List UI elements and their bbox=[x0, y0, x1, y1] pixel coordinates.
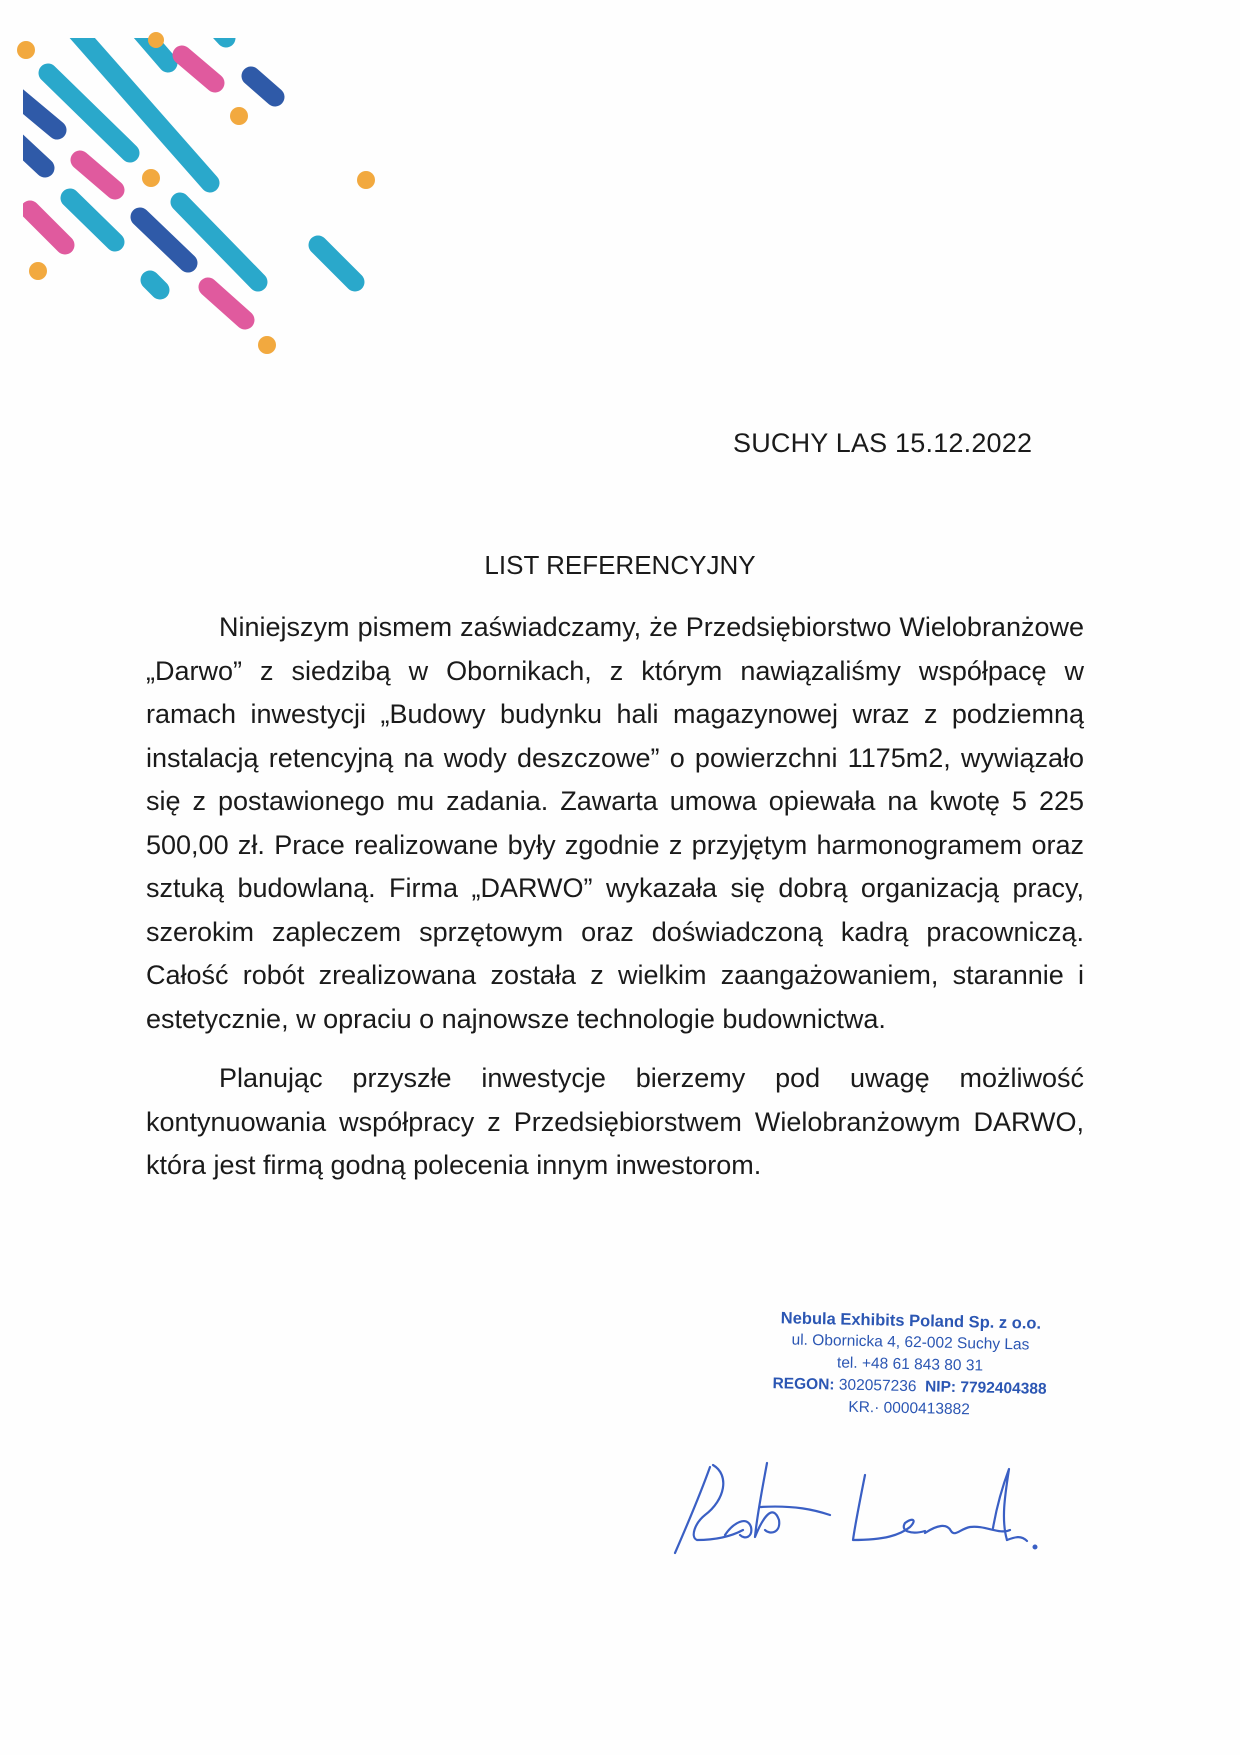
logo-stripe bbox=[105, 0, 168, 63]
logo-stripe bbox=[80, 160, 115, 190]
logo-stripe bbox=[70, 198, 115, 242]
logo-dot bbox=[142, 169, 160, 187]
stamp-nip: 7792404388 bbox=[960, 1379, 1047, 1398]
body-paragraph: Planując przyszłe inwestycje bierzemy pod uwagę możliwość kontynuowania współpracy z Przedsiębiorstwem Wielobranżowym DARWO, która jest firmą godną polecenia innym inwestorom. bbox=[146, 1063, 1084, 1180]
logo-stripe bbox=[251, 76, 275, 97]
logo-stripe bbox=[15, 95, 57, 130]
logo-dot bbox=[148, 32, 164, 48]
logo-stripe bbox=[208, 287, 245, 320]
logo-dot bbox=[258, 336, 276, 354]
letter-title: LIST REFERENCYJNY bbox=[484, 550, 756, 580]
signature-icon bbox=[655, 1445, 1095, 1565]
company-stamp bbox=[739, 1306, 1081, 1423]
stamp-regon: 302057236 bbox=[838, 1376, 917, 1396]
stamp-phone: tel. +48 61 843 80 31 bbox=[836, 1354, 984, 1375]
logo-stripe bbox=[200, 10, 226, 38]
logo-stripe bbox=[15, 140, 45, 168]
logo-stripe bbox=[318, 245, 355, 282]
logo-stripe bbox=[182, 55, 215, 83]
stamp-krs: KR.· 0000413882 bbox=[848, 1398, 971, 1419]
logo-stripe bbox=[150, 280, 160, 290]
logo-dot bbox=[357, 171, 375, 189]
letter-body bbox=[146, 606, 1084, 1188]
logo-stripes-icon bbox=[0, 0, 400, 370]
logo-stripe bbox=[140, 217, 188, 263]
body-paragraph: Niniejszym pismem zaświadczamy, że Przedsiębiorstwo Wielobranżowe „Darwo” z siedzibą w Obornikach, z którym nawiązaliśmy współpacę w ramach inwestycji „Budowy budynku hali magazynowej wraz z podziemną instalacją retencyjną na wody deszczowe” o powierzchni 1175m2, wywiązało się z postawionego mu zadania. Zawarta umowa opiewała na kwotę 5 225 500,00 zł. Prace realizowane były zgodnie z przyjętym harmonogramem oraz sztuką budowlaną. Firma „DARWO” wykazała się dobrą organizacją pracy, szerokim zapleczem sprzętowym oraz doświadczoną kadrą pracowniczą. Całość robót zrealizowana została z wielkim zaangażowaniem, starannie i estetycznie, w opraciu o najnowsze technologie budownictwa. bbox=[146, 612, 1084, 1034]
logo-stripe bbox=[30, 210, 65, 245]
stamp-nip-label: NIP: bbox=[924, 1378, 957, 1396]
stamp-company-name: Nebula Exhibits Poland Sp. z o.o. bbox=[780, 1309, 1042, 1333]
stamp-address: ul. Obornicka 4, 62-002 Suchy Las bbox=[791, 1331, 1030, 1354]
logo-dot bbox=[17, 41, 35, 59]
stamp-regon-label: REGON: bbox=[772, 1375, 835, 1394]
place-date: SUCHY LAS 15.12.2022 bbox=[733, 428, 1033, 458]
logo-dot bbox=[230, 107, 248, 125]
logo-dot bbox=[29, 262, 47, 280]
